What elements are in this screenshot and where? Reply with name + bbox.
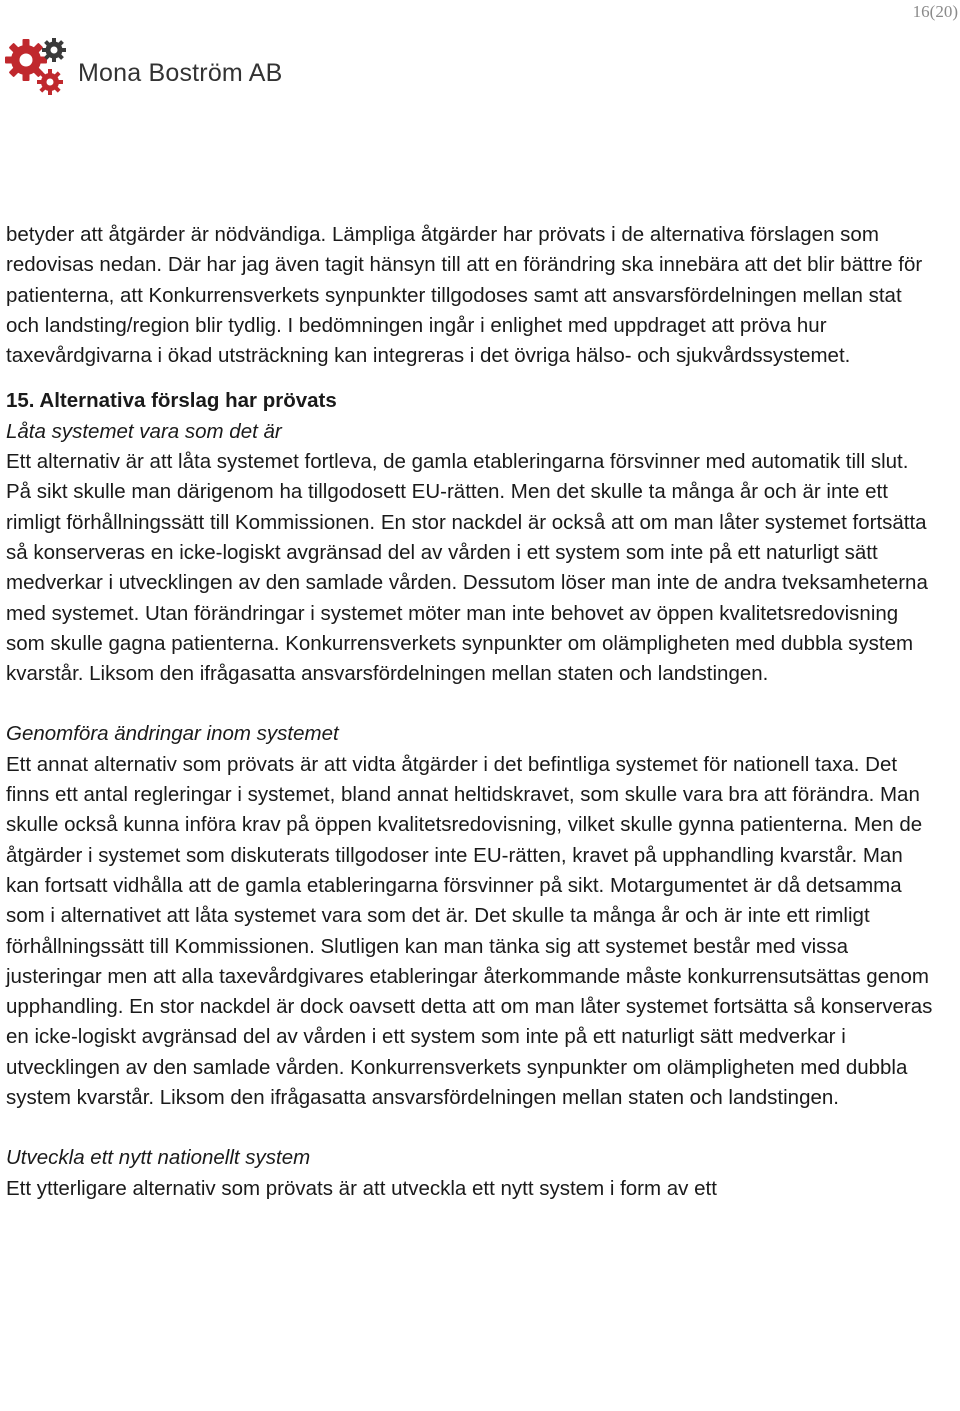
subheading-keep-system: Låta systemet vara som det är bbox=[6, 419, 282, 443]
paragraph-changes-within-system: Ett annat alternativ som prövats är att vidta åtgärder i det befintliga systemet för nationell taxa. Det finns ett antal regleringar i systemet, bland annat heltidskravet, som skulle vara bra att förändra. Man skulle också kunna införa krav på öppen kvalitetsredovisning, vilket skulle gynna patienterna. Men de åtgärder i systemet som diskuterats tillgodoser inte EU-rätten, kravet på upphandling kvarstår. Man kan fortsatt vidhålla att de gamla etableringarna försvinner på sikt. Motargumentet är då detsamma som i alternativet att låta systemet vara som det är. Det skulle ta många år och är inte ett rimligt förhållningssätt till Kommissionen. Slutligen kan man tänka sig att systemet består med vissa justeringar men att alla taxevårdgivares etableringar återkommande måste konkurrensutsättas genom upphandling. En stor nackdel är dock oavsett detta att om man låter systemet fortsätta så konserveras en icke-logiskt avgränsad del av vården i ett system som inte på ett naturligt sätt medverkar i utvecklingen av den samlade vården. Konkurrensverkets synpunkter om olämpligheten med dubbla system kvarstår. Liksom den ifrågasatta ansvarsfördelningen mellan staten och landstingen. bbox=[6, 752, 933, 1110]
section-heading: 15. Alternativa förslag har prövats bbox=[6, 389, 337, 413]
paragraph-new-national-system: Ett ytterligare alternativ som prövats är att utveckla ett nytt system i form av ett bbox=[6, 1176, 717, 1200]
document-body bbox=[6, 220, 936, 1204]
intro-paragraph: betyder att åtgärder är nödvändiga. Lämpliga åtgärder har prövats i de alternativa förslagen som redovisas nedan. Där har jag även tagit hänsyn till att en förändring ska innebära att det blir bättre för patienterna, att Konkurrensverkets synpunkter tillgodoses samt att ansvarsfördelningen mellan stat och landsting/region blir tydlig. I bedömningen ingår i enlighet med uppdraget att pröva hur taxevårdgivarna i ökad utsträckning kan integreras i det övriga hälso- och sjukvårdssystemet. bbox=[6, 223, 923, 368]
company-name: Mona Boström AB bbox=[78, 58, 283, 87]
company-logo bbox=[4, 36, 282, 98]
subheading-new-national-system: Utveckla ett nytt nationellt system bbox=[6, 1146, 311, 1170]
page-number: 16(20) bbox=[912, 2, 958, 21]
paragraph-keep-system: Ett alternativ är att låta systemet fortleva, de gamla etableringarna försvinner med automatik till slut. På sikt skulle man därigenom ha tillgodosett EU-rätten. Men det skulle ta många år och är inte ett rimligt förhållningssätt till Kommissionen. En stor nackdel är också att om man låter systemet fortsätta så konserveras en icke-logiskt avgränsad del av vården i ett system som inte på ett naturligt sätt medverkar i utvecklingen av den samlade vården. Dessutom löser man inte de andra tveksamheterna med systemet. Utan förändringar i systemet möter man inte behovet av öppen kvalitetsredovisning som skulle gagna patienterna. Konkurrensverkets synpunkter om olämpligheten med dubbla system kvarstår. Liksom den ifrågasatta ansvarsfördelningen mellan staten och landstingen. bbox=[6, 450, 928, 686]
gears-icon bbox=[4, 36, 72, 98]
subheading-changes-within-system: Genomföra ändringar inom systemet bbox=[6, 722, 339, 746]
